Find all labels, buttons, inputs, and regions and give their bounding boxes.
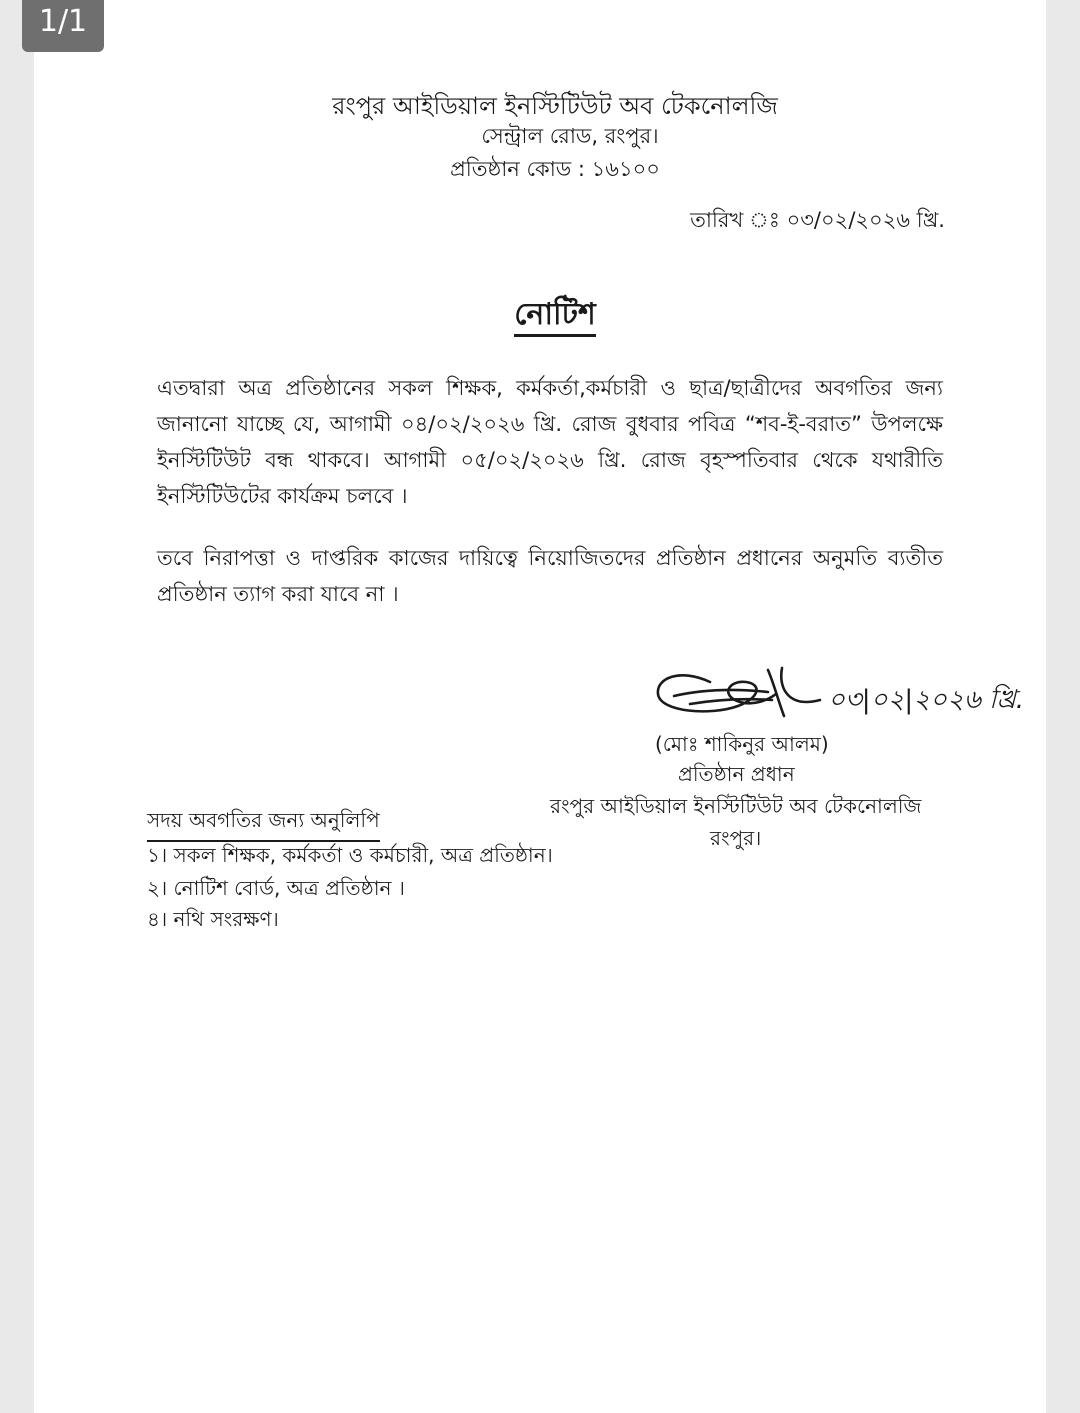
institution-code: প্রতিষ্ঠান কোড : ১৬১০০ xyxy=(450,157,660,181)
institute-name: রংপুর আইডিয়াল ইনস্টিটিউট অব টেকনোলজি xyxy=(332,92,778,120)
copy-list-item: ১। সকল শিক্ষক, কর্মকর্তা ও কর্মচারী, অত্র প্রতিষ্ঠান। xyxy=(147,843,553,867)
notice-title xyxy=(0,290,1080,341)
handwritten-date: ০৩|০২|২০২৬ খ্রি. xyxy=(828,685,1025,715)
notice-paragraph-2: তবে নিরাপত্তা ও দাপ্তরিক কাজের দায়িত্বে নিয়োজিতদের প্রতিষ্ঠান প্রধানের অনুমতি ব্যতীত প্রতিষ্ঠান ত্যাগ করা যাবে না । xyxy=(157,546,943,606)
signatory-city: রংপুর। xyxy=(710,826,762,850)
signatory-organization: রংপুর আইডিয়াল ইনস্টিটিউট অব টেকনোলজি xyxy=(550,794,922,818)
institute-address: সেন্ট্রাল রোড, রংপুর। xyxy=(481,124,659,148)
copy-list-title: সদয় অবগতির জন্য অনুলিপি xyxy=(147,806,380,842)
notice-date: তারিখ ঃ ০৩/০২/২০২৬ খ্রি. xyxy=(690,208,945,232)
handwritten-signature xyxy=(650,660,1060,730)
notice-title-text: নোটিশ xyxy=(514,297,595,337)
signatory-role: প্রতিষ্ঠান প্রধান xyxy=(678,762,795,786)
copy-list-item: ৪। নথি সংরক্ষণ। xyxy=(147,907,279,931)
page-indicator: 1/1 xyxy=(22,0,104,52)
signatory-name: (মোঃ শাকিনুর আলম) xyxy=(655,732,829,756)
copy-list-item: ২। নোটিশ বোর্ড, অত্র প্রতিষ্ঠান । xyxy=(147,876,405,900)
notice-paragraph-1: এতদ্বারা অত্র প্রতিষ্ঠানের সকল শিক্ষক, কর্মকর্তা,কর্মচারী ও ছাত্র/ছাত্রীদের অবগতির জন্য জানানো যাচ্ছে যে, আগামী ০৪/০২/২০২৬ খ্রি. রোজ বুধবার পবিত্র “শব-ই-বরাত” উপলক্ষে ইনস্টিটিউট বন্ধ থাকবে। আগামী ০৫/০২/২০২৬ খ্রি. রোজ বৃহস্পতিবার থেকে যথারীতি ইনস্টিটিউটের কার্যক্রম চলবে । xyxy=(157,376,943,508)
